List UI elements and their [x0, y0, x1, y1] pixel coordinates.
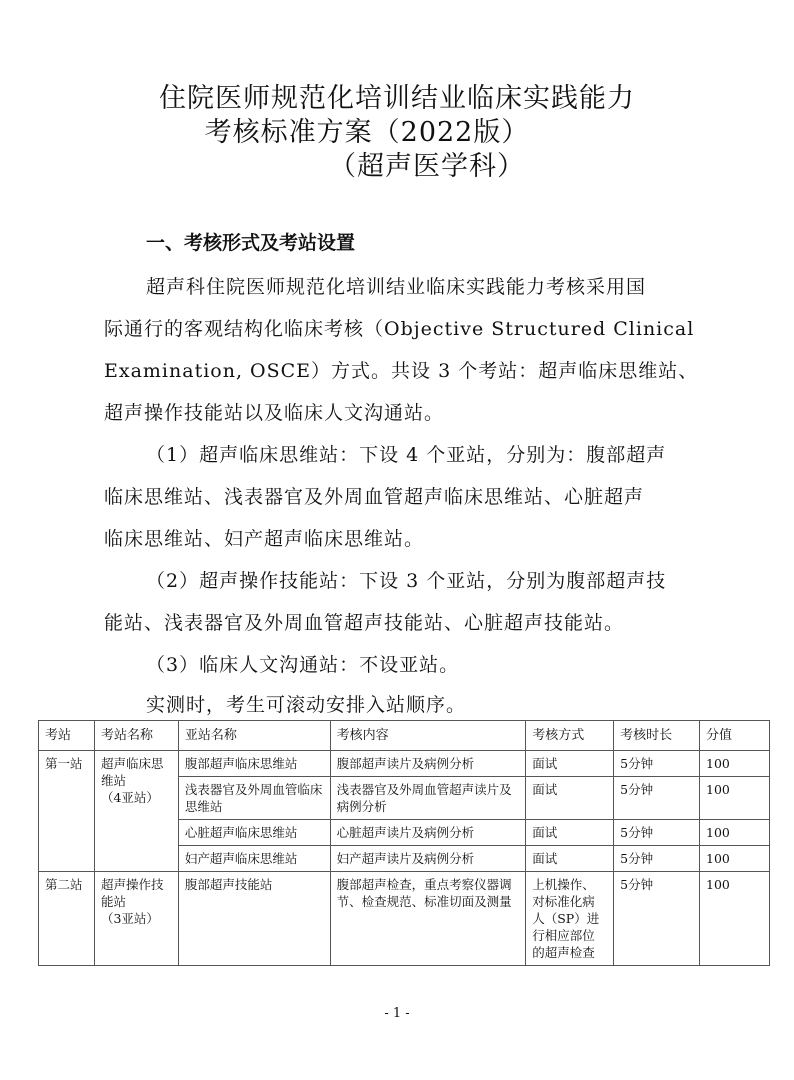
page-number: - 1 - — [384, 1006, 410, 1021]
header-cell: 考核方式 — [526, 721, 614, 751]
station-name-cell — [94, 872, 178, 966]
paragraph-line: 临床思维站、妇产超声临床思维站。 — [104, 528, 425, 550]
station-name-cell — [94, 751, 178, 872]
duration-cell: 5分钟 — [614, 846, 700, 872]
paragraph-line: （3）临床人文沟通站：不设亚站。 — [146, 654, 460, 676]
score-cell: 100 — [700, 846, 770, 872]
doc-title-line2: 考核标准方案（2022版） — [204, 117, 530, 148]
station-sub: （3亚站） — [100, 911, 159, 926]
header-cell: 考核内容 — [330, 721, 526, 751]
station-title: 超声临床思维站 — [100, 756, 164, 788]
sub-station-cell: 腹部超声技能站 — [178, 872, 330, 966]
score-cell: 100 — [700, 751, 770, 777]
score-cell: 100 — [700, 872, 770, 966]
method-cell: 面试 — [526, 846, 614, 872]
table-row — [39, 751, 770, 777]
duration-cell: 5分钟 — [614, 751, 700, 777]
paragraph-line: 际通行的客观结构化临床考核（Objective Structured Clinical — [104, 318, 695, 340]
header-cell: 考核时长 — [614, 721, 700, 751]
paragraph-line: 实测时，考生可滚动安排入站顺序。 — [146, 694, 467, 716]
score-cell: 100 — [700, 820, 770, 846]
method-cell: 面试 — [526, 777, 614, 820]
sub-station-cell: 妇产超声临床思维站 — [178, 846, 330, 872]
duration-cell: 5分钟 — [614, 872, 700, 966]
sub-station-cell: 浅表器官及外周血管临床思维站 — [178, 777, 330, 820]
table-row — [39, 872, 770, 966]
section-heading: 一、考核形式及考站设置 — [146, 232, 356, 254]
method-cell: 面试 — [526, 751, 614, 777]
content-cell: 心脏超声读片及病例分析 — [330, 820, 526, 846]
content-cell: 妇产超声读片及病例分析 — [330, 846, 526, 872]
paragraph-line: 能站、浅表器官及外周血管超声技能站、心脏超声技能站。 — [104, 612, 625, 634]
paragraph-line: 超声科住院医师规范化培训结业临床实践能力考核采用国 — [146, 276, 647, 298]
content-cell: 浅表器官及外周血管超声读片及病例分析 — [330, 777, 526, 820]
method-cell: 上机操作、对标准化病人（SP）进行相应部位的超声检查 — [526, 872, 614, 966]
score-cell: 100 — [700, 777, 770, 820]
method-cell: 面试 — [526, 820, 614, 846]
station-cell: 第一站 — [39, 751, 95, 872]
station-title: 超声操作技能站 — [100, 877, 164, 909]
header-cell: 考站名称 — [94, 721, 178, 751]
paragraph-line: （2）超声操作技能站：下设 3 个亚站，分别为腹部超声技 — [146, 570, 667, 592]
doc-title-line3: （超声医学科） — [329, 151, 525, 182]
header-cell: 分值 — [700, 721, 770, 751]
duration-cell: 5分钟 — [614, 777, 700, 820]
duration-cell: 5分钟 — [614, 820, 700, 846]
station-cell: 第二站 — [39, 872, 95, 966]
sub-station-cell: 腹部超声临床思维站 — [178, 751, 330, 777]
content-cell: 腹部超声检查，重点考察仪器调节、检查规范、标准切面及测量 — [330, 872, 526, 966]
content-cell: 腹部超声读片及病例分析 — [330, 751, 526, 777]
station-table — [38, 720, 770, 966]
paragraph-line: （1）超声临床思维站：下设 4 个亚站，分别为：腹部超声 — [146, 444, 667, 466]
paragraph-line: Examination, OSCE）方式。共设 3 个考站：超声临床思维站、 — [104, 360, 699, 382]
paragraph-line: 临床思维站、浅表器官及外周血管超声临床思维站、心脏超声 — [104, 486, 645, 508]
sub-station-cell: 心脏超声临床思维站 — [178, 820, 330, 846]
paragraph-line: 超声操作技能站以及临床人文沟通站。 — [104, 402, 445, 424]
doc-title-line1: 住院医师规范化培训结业临床实践能力 — [159, 83, 635, 114]
table-header-row — [39, 721, 770, 751]
header-cell: 亚站名称 — [178, 721, 330, 751]
header-cell: 考站 — [39, 721, 95, 751]
station-sub: （4亚站） — [100, 790, 159, 805]
